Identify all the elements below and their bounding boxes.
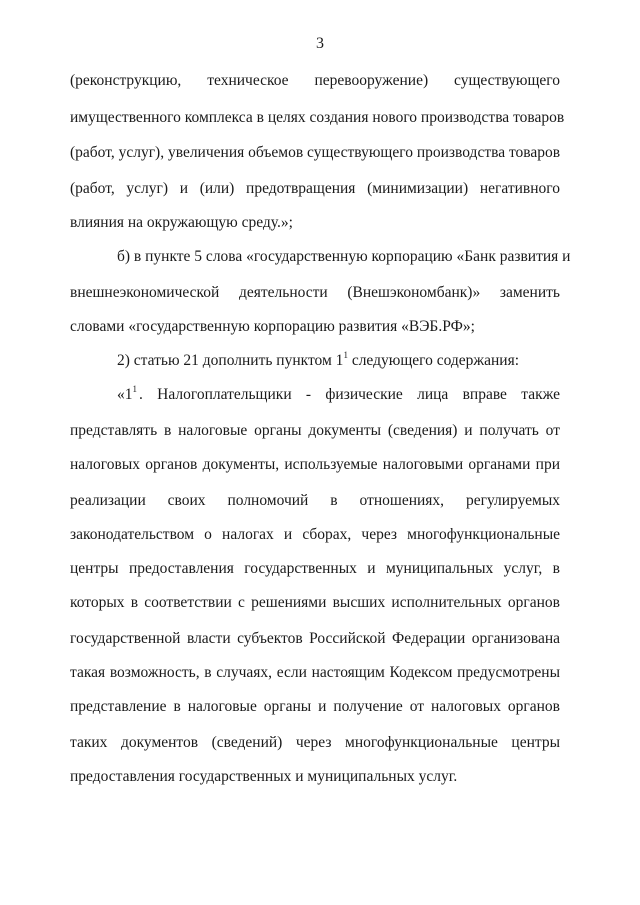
text-line [117, 383, 560, 407]
text-line: представление в налоговые органы и получение от налоговых органов [70, 698, 560, 715]
text-line: внешнеэкономической деятельности (Внешэкономбанк)» заменить [70, 284, 560, 301]
text-line: представлять в налоговые органы документы (сведения) и получать от [70, 422, 560, 439]
text-fragment: . Налогоплательщики - физические лица вправе также [139, 386, 560, 403]
text-fragment [117, 383, 137, 407]
superscript: 1 [132, 384, 137, 394]
text-line: налоговых органов документы, используемые налоговыми органами при [70, 456, 560, 473]
text-line: государственной власти субъектов Российской Федерации организована [70, 630, 560, 647]
text-line: предоставления государственных и муниципальных услуг. [70, 768, 458, 785]
text-line: которых в соответствии с решениями высших исполнительных органов [70, 594, 560, 611]
superscript: 1 [343, 350, 348, 360]
text-line: б) в пункте 5 слова «государственную корпорацию «Банк развития и [117, 248, 571, 265]
text-line: имущественного комплекса в целях создания нового производства товаров [70, 109, 565, 126]
text-line: (работ, услуг), увеличения объемов существующего производства товаров [70, 144, 561, 161]
text-line: реализации своих полномочий в отношениях, регулируемых [70, 492, 560, 509]
text-line [117, 349, 560, 373]
text-line: (реконструкцию, техническое перевооружение) существующего [70, 72, 560, 89]
text-fragment: «1 [117, 386, 133, 403]
text-line: влияния на окружающую среду.»; [70, 214, 293, 231]
text-line: таких документов (сведений) через многофункциональные центры [70, 734, 560, 751]
text-line: словами «государственную корпорацию развития «ВЭБ.РФ»; [70, 318, 475, 335]
text-line: центры предоставления государственных и муниципальных услуг, в [70, 560, 560, 577]
text-line: (работ, услуг) и (или) предотвращения (минимизации) негативного [70, 180, 560, 197]
page-number: 3 [316, 35, 324, 52]
text-fragment: 2) статью 21 дополнить пунктом 1 [117, 352, 344, 369]
text-fragment: следующего содержания: [351, 352, 520, 369]
text-line: законодательством о налогах и сборах, через многофункциональные [70, 526, 560, 543]
text-line: такая возможность, в случаях, если настоящим Кодексом предусмотрены [70, 664, 560, 681]
